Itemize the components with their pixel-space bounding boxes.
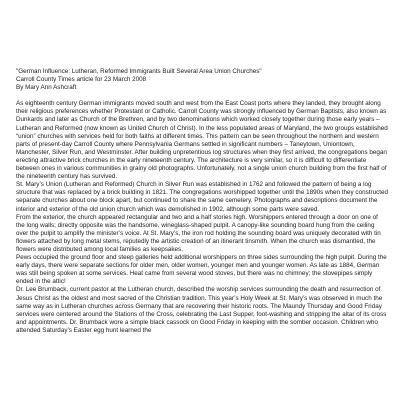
- paragraph-intro: As eighteenth century German immigrants moved south and west from the East Coast ports where they landed, they brought along their religious preferences whether Protestant or Catholic. Carroll County was strongly influenced by German Baptists, also known as Dunkards and later as Church of the Brethren, and by two denominations which worked closely together during those early years – Lutheran and Reformed (now known as United Church of Christ). In the less populated areas of Maryland, the two groups established “union” churches with services held for both faiths at different times. This pattern can be seen throughout the northern and western parts of present-day Carroll County where Pennsylvania Germans settled in significant numbers – Taneytown, Uniontown, Manchester, Silver Run, and Westminster. After building unpretentious log structures when they first arrived, the congregations began erecting attractive brick churches in the early nineteenth century. The architecture is very similar, so it is difficult to differentiate between ones in various communities in grainy old photographs. Unfortunately, not a single union church building from the first half of the nineteenth century has survived.: [16, 100, 388, 181]
- article-page: [16, 68, 388, 335]
- paragraph-holy-week: Dr. Lee Brumback, current pastor at the Lutheran church, described the worship services surrounding the death and resurrection of Jesus Christ as the oldest and most sacred of the Christian tradition. This year’s Holy Week at St. Mary’s was observed in much the same way as in Lutheran churches across Germany that are recovering their historic roots. The Maundy Thursday and Good Friday services were centered around the Stations of the Cross, celebrating the Last Supper, foot-washing and stripping the altar of its cross and appointments. Dr. Brumback wore a simple black cassock on Good Friday in keeping with the somber occasion. Children who attended Saturday’s Easter egg hunt learned the: [16, 286, 387, 334]
- paragraph-st-marys: St. Mary’s Union (Lutheran and Reformed) Church in Silver Run was established in 1762 and followed the pattern of being a log structure that was replaced by a brick building in 1821. The congregations worshipped together until the 1890s when they constructed separate churches about one block apart, but continued to share the same cemetery. Photographs and descriptions document the interior and exterior of the old union church which was demolished in 1902, although some parts were saved.: [16, 181, 388, 213]
- paragraph-exterior: From the exterior, the church appeared rectangular and two and a half stories high. Worshippers entered through a door on one of the long walls; directly opposite was the handsome, wineglass-shaped pulpit. A canopy-like sounding board hung from the ceiling over the pulpit to amplify the minister’s voice. At St. Mary’s, the iron rod holding the sounding board was uniquely decorated with tin flowers attached by long metal stems, reputedly the artistic creation of an itinerant tinsmith. When the church was dismantled, the flowers were distributed among local families as keepsakes.: [16, 213, 381, 253]
- article-source: Carroll County Times article for 23 March 2008: [16, 76, 147, 84]
- header-spacer: [16, 92, 388, 100]
- paragraph-pews: Pews occupied the ground floor and steep galleries held additional worshippers on three sides surrounding the high pulpit. During the early days, there were separate sections for older men, older women, younger men and younger women. As late as 1884, German was still being spoken at some services. Heat came from several wood stoves, but there was no chimney; the stovepipes simply ended in the attic!: [16, 254, 387, 286]
- article-title: "German Influence: Lutheran, Reformed Immigrants Built Several Area Union Churches": [16, 68, 262, 75]
- article-byline: By Mary Ann Ashcraft: [16, 84, 77, 92]
